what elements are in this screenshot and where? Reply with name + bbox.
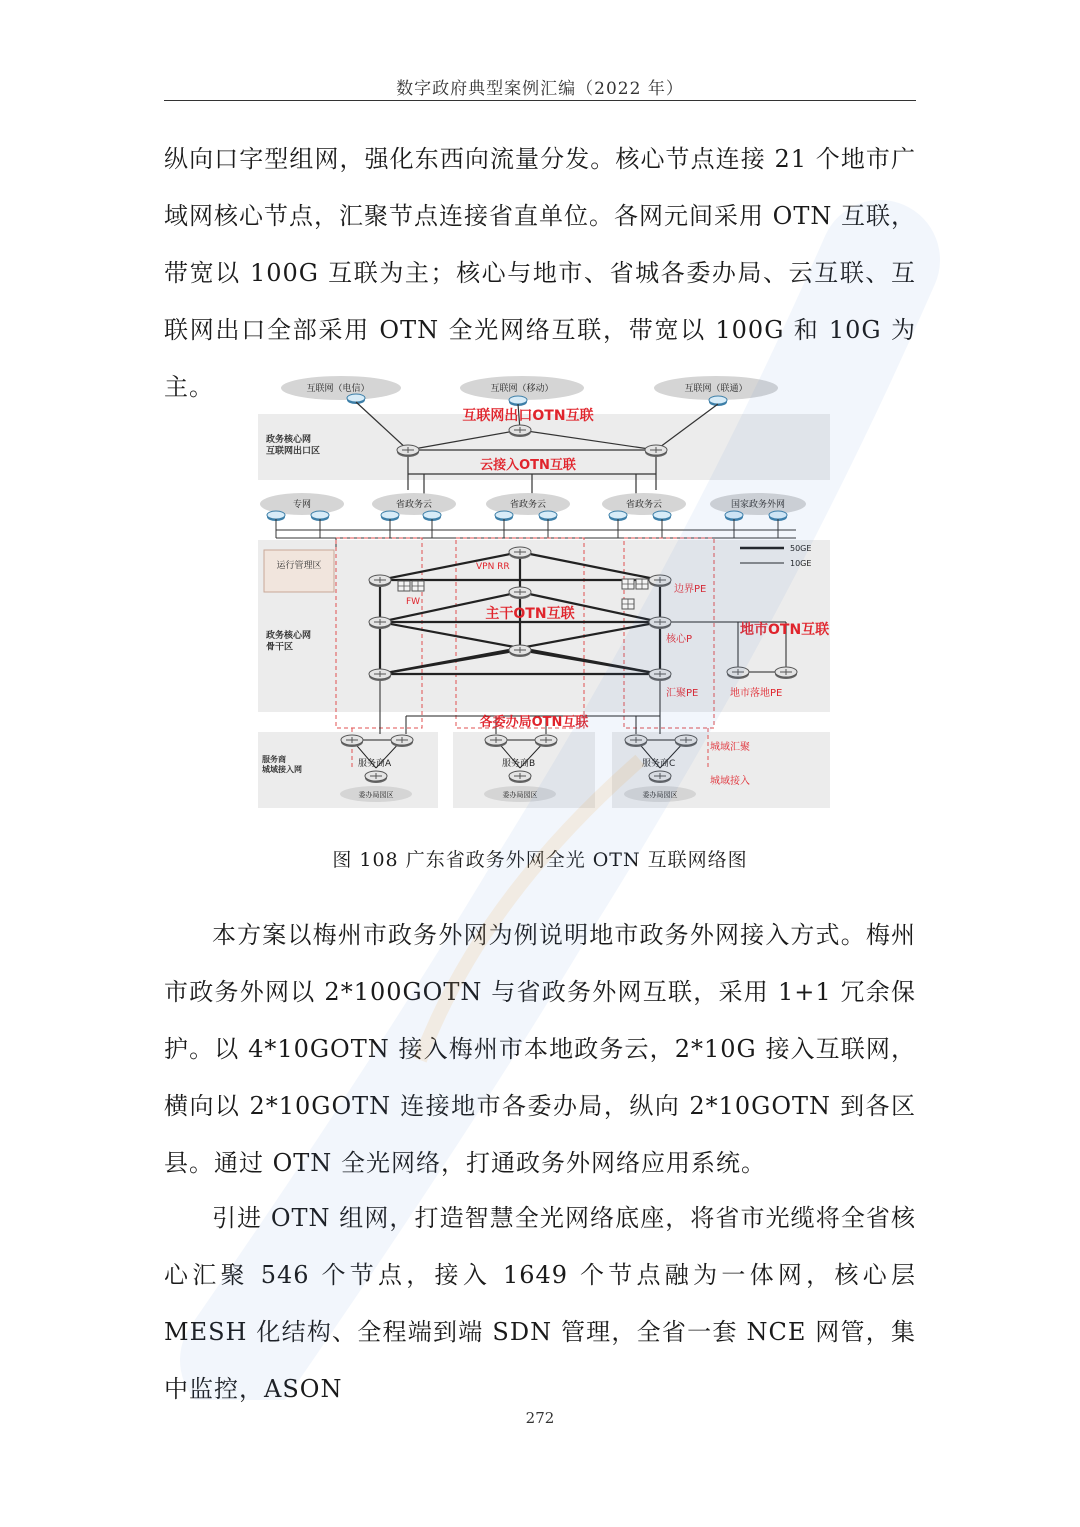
cloud-client-a (340, 786, 412, 802)
label-agency-otn: 各委办局OTN互联 (479, 715, 589, 730)
legend-thick-label: 50GE (790, 544, 812, 553)
cloud-gov-1 (372, 493, 456, 521)
label-internet-otn: 互联网出口OTN互联 (462, 408, 594, 424)
zone-label-access: 服务商城域接入网 (262, 755, 302, 774)
svg-text:委办局园区: 委办局园区 (502, 791, 538, 799)
router-center-mid (509, 587, 531, 599)
svg-text:委办局园区: 委办局园区 (358, 791, 394, 799)
svg-text:互联网（移动）: 互联网（移动） (490, 384, 554, 394)
cloud-gov-2 (486, 493, 570, 521)
label-metro-access: 城域接入 (710, 776, 750, 787)
router-left-top (369, 575, 391, 587)
ops-label: 运行管理区 (276, 561, 322, 571)
router-border-pe (649, 575, 671, 587)
router-internet-core (509, 425, 531, 437)
label-provider-a: 服务商A (358, 759, 392, 769)
svg-text:省政务云: 省政务云 (509, 500, 547, 510)
zone-label-backbone: 政务核心网骨干区 (266, 631, 312, 653)
paragraph-1: 纵向口字型组网，强化东西向流量分发。核心节点连接 21 个地市广域网核心节点，汇聚节点连接省直单位。各网元间采用 OTN 互联，带宽以 100G 互联为主；核心与地市、省城各委办局、云互联、互联网出口全部采用 OTN 全光网络互联，带宽以 100G 和 10G 为主。 (164, 145, 916, 401)
router-city-pe-2 (775, 667, 797, 679)
fw-icon-1 (398, 581, 410, 591)
svg-text:互联网（联通）: 互联网（联通） (684, 384, 748, 394)
router-prov-b-1 (485, 735, 507, 747)
label-vpn-rr: VPN RR (476, 562, 510, 572)
cloud-client-c (624, 786, 696, 802)
svg-text:互联网（电信）: 互联网（电信） (306, 384, 370, 394)
cloud-internet-unicom (654, 376, 778, 406)
running-header: 数字政府典型案例汇编（2022 年） (396, 79, 684, 99)
router-prov-a-2 (391, 735, 413, 747)
paragraph-3: 引进 OTN 组网，打造智慧全光网络底座，将省市光缆将全省核心汇聚 546 个节点，接入 1649 个节点融为一体网，核心层 MESH 化结构、全程端到端 SDN 管理，全省一套 NCE 网管，集中监控，ASON (164, 1204, 916, 1403)
router-prov-a-1 (341, 735, 363, 747)
svg-text:国家政务外网: 国家政务外网 (730, 500, 786, 510)
legend-thin-label: 10GE (790, 559, 812, 568)
label-cloud-otn: 云接入OTN互联 (480, 458, 576, 473)
cloud-gov-3 (602, 493, 686, 521)
label-backbone-otn: 主干OTN互联 (485, 606, 575, 622)
router-core-p (649, 617, 671, 629)
zone-label-internet-exit: 政务核心网互联网出口区 (266, 435, 321, 457)
label-agg-pe: 汇聚PE (666, 688, 699, 699)
fw-icon-3 (622, 579, 634, 589)
router-exit-right (645, 445, 667, 457)
router-exit-left (397, 445, 419, 457)
router-prov-c-1 (625, 735, 647, 747)
label-provider-c: 服务商C (642, 759, 676, 769)
network-figure (256, 368, 832, 810)
fw-icon-2 (412, 581, 424, 591)
router-center-low (509, 645, 531, 657)
svg-text:专网: 专网 (292, 500, 312, 510)
label-city-pe: 地市落地PE (730, 688, 783, 699)
network-diagram (256, 368, 832, 810)
cloud-national-net (710, 493, 806, 521)
svg-text:委办局园区: 委办局园区 (642, 791, 678, 799)
router-left-agg (369, 669, 391, 681)
figure-caption: 图 108 广东省政务外网全光 OTN 互联网络图 (332, 849, 748, 871)
router-prov-c-access (649, 771, 671, 783)
router-prov-c-2 (675, 735, 697, 747)
label-border-pe: 边界PE (674, 584, 707, 595)
router-vpn-rr (509, 547, 531, 559)
router-left-core (369, 617, 391, 629)
paragraph-2: 本方案以梅州市政务外网为例说明地市政务外网接入方式。梅州市政务外网以 2*100GOTN 与省政务外网互联，采用 1+1 冗余保护。以 4*10GOTN 接入梅州市本地政务云，2*10G 接入互联网，横向以 2*10GOTN 连接地市各委办局，纵向 2*10GOTN 到各区县。通过 OTN 全光网络，打通政务外网络应用系统。 (164, 921, 916, 1177)
cloud-internet-telecom (281, 376, 401, 404)
label-fw: FW (406, 597, 421, 607)
router-prov-b-access (509, 771, 531, 783)
router-city-pe-1 (727, 667, 749, 679)
svg-text:省政务云: 省政务云 (625, 500, 663, 510)
ops-box (264, 550, 334, 592)
fw-icon-4 (636, 579, 648, 589)
svg-text:省政务云: 省政务云 (395, 500, 433, 510)
fw-icon-5 (622, 599, 634, 609)
cloud-client-b (484, 786, 556, 802)
page-number: 272 (525, 1409, 555, 1427)
router-prov-b-2 (535, 735, 557, 747)
label-city-otn: 地市OTN互联 (740, 622, 830, 638)
header-rule (164, 100, 916, 101)
cloud-internet-mobile (460, 376, 584, 406)
router-agg-pe (649, 669, 671, 681)
label-core-p: 核心P (666, 634, 693, 645)
label-metro-agg: 城域汇聚 (710, 742, 750, 753)
cloud-private-net (260, 493, 344, 521)
router-prov-a-access (365, 771, 387, 783)
label-provider-b: 服务商B (502, 759, 536, 769)
